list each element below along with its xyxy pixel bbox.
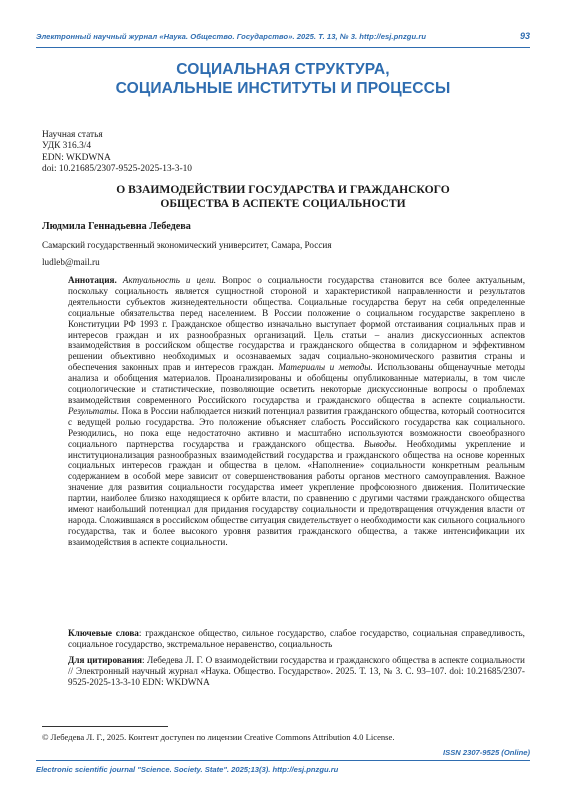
- abstract-results-label: Результаты.: [68, 405, 120, 416]
- section-heading-line-1: СОЦИАЛЬНАЯ СТРУКТУРА,: [176, 61, 390, 78]
- author-email[interactable]: ludleb@mail.ru: [42, 257, 100, 267]
- abstract-relevance-label: Актуальность и цели.: [122, 275, 217, 285]
- udk-code: УДК 316.3/4: [42, 141, 92, 152]
- article-meta: [42, 130, 192, 176]
- article-title-line-1: О ВЗАИМОДЕЙСТВИИ ГОСУДАРСТВА И ГРАЖДАНСКОГО: [116, 183, 450, 196]
- article-title: [46, 183, 520, 211]
- copyright-notice: © Лебедева Л. Г., 2025. Контент доступен по лицензии Creative Commons Attribution 4.0 License.: [42, 732, 395, 742]
- footer-rule: [36, 748, 530, 761]
- running-header-journal: Электронный научный журнал «Наука. Общество. Государство». 2025. Т. 13, № 3. http://esj.pnzgu.ru: [36, 32, 427, 41]
- citation-label: Для цитирования: [68, 655, 142, 665]
- author-name: Людмила Геннадьевна Лебедева: [42, 221, 191, 232]
- keywords-text: : гражданское общество, сильное государство, слабое государство, социальная справедливость, социальное государство, экстремальное неравенство, социальность: [68, 628, 525, 649]
- edn-code: EDN: WKDWNA: [42, 152, 111, 163]
- abstract-methods-text: Использованы общенаучные методы анализа и обобщения материалов. Проанализированы и обобщены опубликованные материалы, в том числе социологические и статистические, позволяющие осветить некоторые дискуссионные вопросы о проблемах взаимодействия современного Российского государства и гражданского общества в аспекте социальности.: [68, 362, 525, 405]
- abstract-paragraph: [68, 275, 525, 548]
- abstract-conclusions-text: Необходимы укрепление и институционализация разнообразных взаимодействий государства и гражданского общества на основе коренных социальных интересов граждан и общества в целом. «Наполнение» социальности конкретным реальным содержанием в особой мере зависит от совершенствования работы органов местного самоуправления. Важное значение для развития социальности государства имеет укрепление профсоюзного движения. Политические партии, наиболее близко находящиеся к орбите власти, по сравнению с другими частями гражданского общества имеют наибольший потенциал для придания государству социальности и предотвращения отчуждения власти от народа. Сложившаяся в российском обществе ситуация свидетельствует о необходимости как сильного социального государства, так и более высокого уровня развития гражданского общества, а также интенсификации их взаимодействия в аспекте социальности.: [68, 438, 525, 547]
- article-type: Научная статья: [42, 130, 103, 140]
- issn: ISSN 2307-9525 (Online): [443, 748, 530, 757]
- author-affiliation: Самарский государственный экономический университет, Самара, Россия: [42, 240, 332, 250]
- page-number: 93: [519, 31, 530, 41]
- citation-text: : Лебедева Л. Г. О взаимодействии государства и гражданского общества в аспекте социальности // Электронный научный журнал «Наука. Общество. Государство». 2025. Т. 13, № 3. С. 93–107. doi: 10.21685/2307-9525-2025-13-3-10 EDN: WKDWNA: [68, 655, 525, 687]
- keywords: [68, 628, 525, 650]
- abstract-relevance-text: Вопрос о социальности государства становится все более актуальным, поскольку социальность является сущностной стороной и характеристикой направленности и результатов деятельности субъектов жизнедеятельности общества. Социальные государства берут на себя определенные социальные обязательства перед населением. В России положение о социальном государстве закреплено в Конституции РФ 1993 г. Гражданское общество изначально выступает формой отстаивания социальных прав и интересов граждан и их разнообразных организаций. Цель статьи – анализ дискуссионных аспектов взаимодействия в российском обществе государства и гражданского общества в солидарном и эффективном решении объективно необходимых и осознаваемых задач социально-экономического развития страны и обеспечения законных прав и интересов граждан.: [68, 275, 526, 373]
- keywords-label: Ключевые слова: [68, 628, 139, 638]
- section-heading: [60, 60, 506, 98]
- abstract-label: Аннотация.: [68, 275, 117, 285]
- article-title-line-2: ОБЩЕСТВА В АСПЕКТЕ СОЦИАЛЬНОСТИ: [160, 196, 406, 210]
- abstract-conclusions-label: Выводы.: [363, 438, 398, 449]
- section-heading-line-2: СОЦИАЛЬНЫЕ ИНСТИТУТЫ И ПРОЦЕССЫ: [115, 80, 451, 97]
- citation: [68, 655, 525, 688]
- abstract-methods-label: Материалы и методы.: [278, 362, 373, 373]
- abstract-results-text: Пока в России наблюдается низкий потенциал развития гражданского общества, который соотносится с ведущей ролью государства. Это положение объясняет слабость Российского государства как социального. Резюдились, но пока еще недостаточно активно и масштабно используются возможности своеобразного социального партнерства государства и гражданского общества.: [68, 405, 525, 449]
- abstract: [68, 275, 525, 548]
- running-header: [36, 31, 530, 48]
- footnote-divider: [42, 726, 168, 727]
- footer-journal: Electronic scientific journal "Science. Society. State". 2025;13(3). http://esj.pnzgu.ru: [36, 765, 339, 774]
- doi-link[interactable]: doi: 10.21685/2307-9525-2025-13-3-10: [42, 164, 192, 175]
